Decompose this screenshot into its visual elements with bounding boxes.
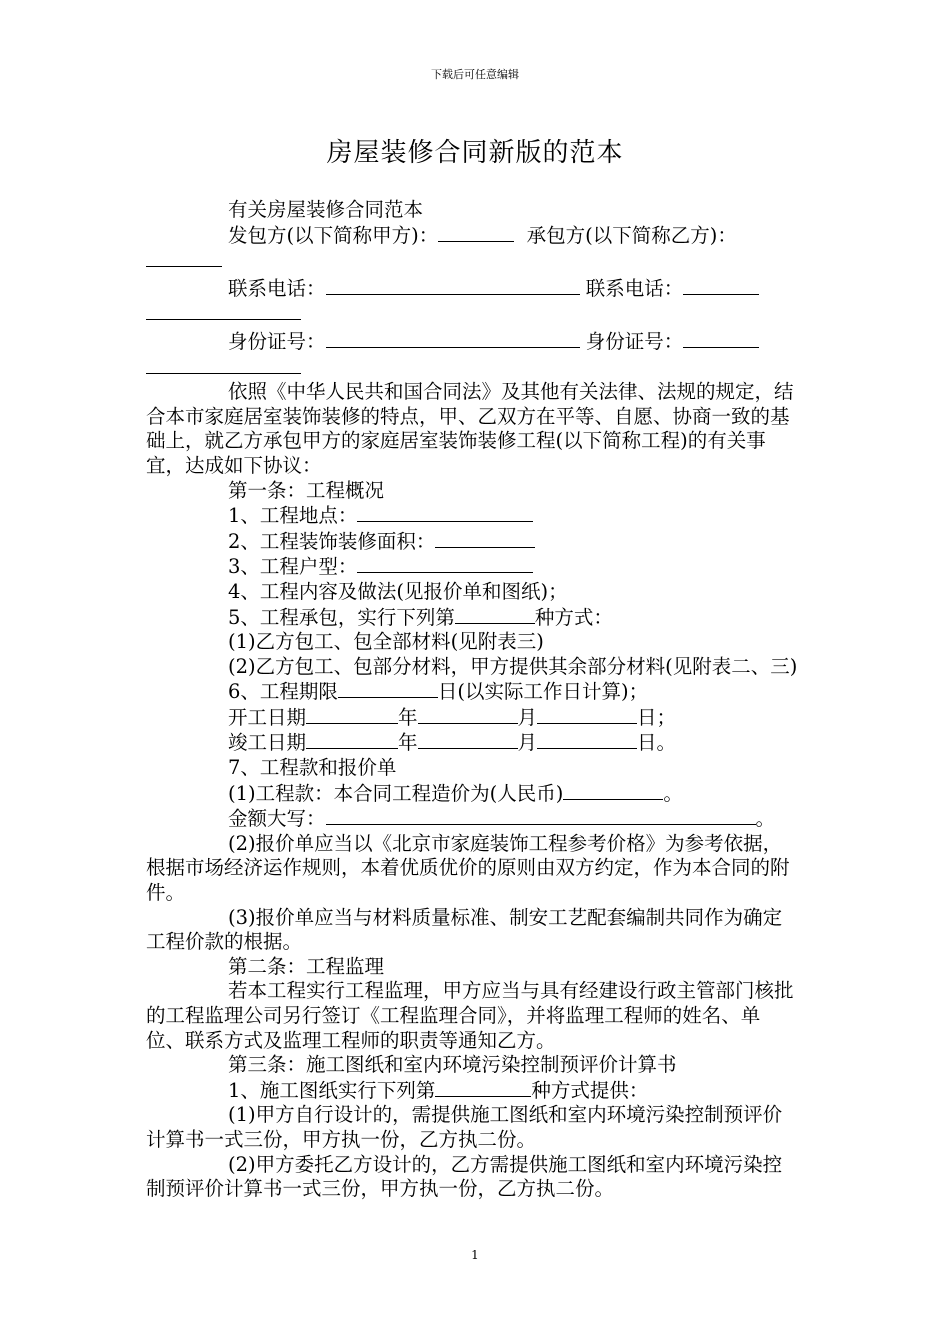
id-b-blank-cont bbox=[146, 355, 301, 374]
party-line bbox=[146, 223, 798, 249]
id-b-label: 身份证号： bbox=[585, 329, 684, 353]
page-number: 1 bbox=[471, 1248, 479, 1262]
start-date-line bbox=[146, 705, 798, 731]
section-3-heading: 第三条：施工图纸和室内环境污染控制预评价计算书 bbox=[228, 1053, 677, 1077]
end-month-unit: 月 bbox=[517, 731, 538, 755]
item-5 bbox=[146, 605, 798, 631]
id-b-blank bbox=[683, 329, 759, 348]
start-date-label: 开工日期 bbox=[228, 705, 307, 729]
fee-1-suffix: 。 bbox=[663, 781, 683, 805]
item-5-suffix: 种方式： bbox=[534, 605, 613, 629]
item-5-label: 5、工程承包，实行下列第 bbox=[228, 605, 455, 629]
item-3-blank bbox=[357, 554, 533, 573]
amount-line bbox=[146, 806, 798, 832]
id-line bbox=[146, 329, 798, 355]
amount-suffix: 。 bbox=[755, 807, 776, 831]
drawing-option-2: (2)甲方委托乙方设计的，乙方需提供施工图纸和室内环境污染控制预评价计算书一式三份，甲方执一份，乙方执二份。 bbox=[146, 1152, 783, 1201]
item-1-label: 1、工程地点： bbox=[228, 504, 358, 528]
item-2 bbox=[146, 529, 798, 555]
item-1 bbox=[146, 503, 798, 529]
end-day-blank bbox=[537, 730, 637, 749]
start-year-blank bbox=[306, 705, 398, 724]
item-1-blank bbox=[357, 503, 533, 522]
option-1: (1)乙方包工、包全部材料(见附表三) bbox=[228, 630, 544, 654]
end-year-unit: 年 bbox=[398, 731, 418, 755]
party-a-blank bbox=[438, 223, 514, 242]
fee-1-label: (1)工程款：本合同工程造价为(人民币) bbox=[228, 781, 564, 805]
item-6 bbox=[146, 679, 798, 705]
fee-1-blank bbox=[563, 781, 663, 800]
item-6-blank bbox=[338, 679, 438, 698]
item-5-blank bbox=[455, 605, 535, 624]
id-a-label: 身份证号： bbox=[228, 329, 326, 353]
fee-3: (3)报价单应当与材料质量标准、制安工艺配套编制共同作为确定工程价款的根据。 bbox=[146, 905, 783, 954]
phone-b-blank bbox=[683, 276, 759, 295]
amount-label: 金额大写： bbox=[228, 807, 326, 831]
party-b-blank bbox=[146, 248, 222, 267]
subtitle-line: 有关房屋装修合同范本 bbox=[228, 198, 424, 221]
party-a-label: 发包方(以下简称甲方)： bbox=[228, 223, 439, 247]
end-day-unit: 日。 bbox=[637, 731, 677, 755]
item-2-blank bbox=[435, 529, 535, 548]
start-month-unit: 月 bbox=[517, 705, 538, 729]
section-1-heading: 第一条：工程概况 bbox=[228, 478, 385, 502]
drawing-item-1-suffix: 种方式提供： bbox=[531, 1078, 649, 1102]
document-title: 房屋装修合同新版的范本 bbox=[326, 138, 624, 168]
item-6-suffix: 日(以实际工作日计算)； bbox=[437, 680, 649, 704]
preamble-paragraph: 依照《中华人民共和国合同法》及其他有关法律、法规的规定，结合本市家庭居室装饰装修的特点，甲、乙双方在平等、自愿、协商一致的基础上，就乙方承包甲方的家庭居室装饰装修工程(以下简称工程)的有关事宜，达成如下协议： bbox=[146, 380, 794, 477]
start-year-unit: 年 bbox=[398, 705, 418, 729]
item-6-label: 6、工程期限 bbox=[228, 680, 338, 704]
section-2-heading: 第二条：工程监理 bbox=[228, 954, 385, 978]
amount-blank bbox=[326, 806, 756, 825]
phone-b-label: 联系电话： bbox=[585, 276, 684, 300]
item-7: 7、工程款和报价单 bbox=[228, 756, 397, 780]
supervision-paragraph: 若本工程实行工程监理，甲方应当与具有经建设行政主管部门核批的工程监理公司另行签订《工程监理合同》，并将监理工程师的姓名、单位、联系方式及监理工程师的职责等通知乙方。 bbox=[146, 979, 794, 1052]
end-date-label: 竣工日期 bbox=[228, 731, 307, 755]
start-month-blank bbox=[418, 705, 518, 724]
phone-line bbox=[146, 276, 798, 302]
phone-b-blank-cont bbox=[146, 301, 301, 320]
option-2: (2)乙方包工、包部分材料，甲方提供其余部分材料(见附表二、三) bbox=[228, 654, 798, 678]
id-a-blank bbox=[326, 329, 580, 348]
end-date-line bbox=[146, 730, 798, 756]
fee-1 bbox=[146, 781, 798, 807]
page-header: 下载后可任意编辑 bbox=[431, 68, 519, 81]
end-month-blank bbox=[418, 730, 518, 749]
drawing-item-1 bbox=[146, 1078, 798, 1104]
start-day-blank bbox=[537, 705, 637, 724]
start-day-unit: 日； bbox=[637, 705, 677, 729]
item-3-label: 3、工程户型： bbox=[228, 555, 358, 579]
id-b-blank-line bbox=[146, 355, 798, 381]
party-b-label: 承包方(以下简称乙方)： bbox=[526, 223, 737, 247]
phone-a-blank bbox=[326, 276, 580, 295]
item-4: 4、工程内容及做法(见报价单和图纸)； bbox=[228, 579, 568, 603]
party-b-blank-line bbox=[146, 248, 798, 274]
fee-2: (2)报价单应当以《北京市家庭装饰工程参考价格》为参考依据，根据市场经济运作规则，本着优质优价的原则由双方约定，作为本合同的附件。 bbox=[146, 831, 790, 905]
drawing-item-1-blank bbox=[435, 1078, 531, 1097]
item-3 bbox=[146, 554, 798, 580]
drawing-item-1-label: 1、施工图纸实行下列第 bbox=[228, 1078, 436, 1102]
drawing-option-1: (1)甲方自行设计的，需提供施工图纸和室内环境污染控制预评价计算书一式三份，甲方执一份，乙方执二份。 bbox=[146, 1103, 783, 1151]
item-2-label: 2、工程装饰装修面积： bbox=[228, 529, 436, 553]
end-year-blank bbox=[306, 730, 398, 749]
phone-a-label: 联系电话： bbox=[228, 276, 326, 300]
document-body bbox=[146, 198, 798, 1202]
phone-b-blank-line bbox=[146, 301, 798, 327]
